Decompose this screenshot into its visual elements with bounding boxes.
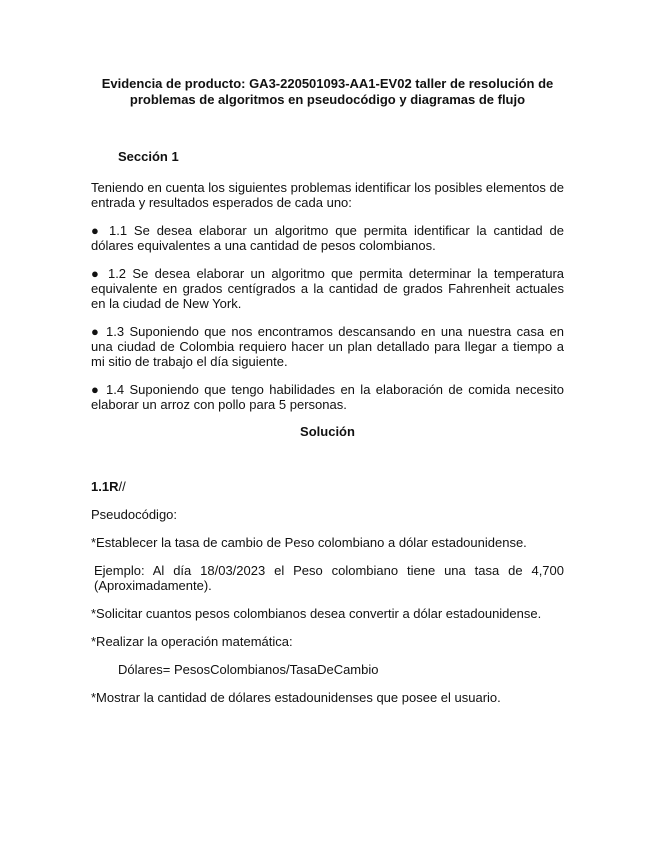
- pseudocode-example: Ejemplo: Al día 18/03/2023 el Peso colombiano tiene una tasa de 4,700 (Aproximadamente).: [94, 563, 564, 593]
- problem-item-1-4: ● 1.4 Suponiendo que tengo habilidades en la elaboración de comida necesito elaborar un arroz con pollo para 5 personas.: [91, 382, 564, 412]
- pseudocode-step-1: *Establecer la tasa de cambio de Peso colombiano a dólar estadounidense.: [91, 535, 527, 550]
- solution-heading: Solución: [300, 424, 355, 439]
- document-page: [91, 76, 564, 705]
- pseudocode-step-2: *Solicitar cuantos pesos colombianos desea convertir a dólar estadounidense.: [91, 606, 542, 621]
- pseudocode-label: Pseudocódigo:: [91, 507, 178, 522]
- answer-label-suffix: //: [118, 479, 126, 494]
- section-heading: Sección 1: [118, 149, 179, 164]
- problem-item-1-3: ● 1.3 Suponiendo que nos encontramos descansando en una nuestra casa en una ciudad de Colombia requiero hacer un plan detallado para llegar a tiempo a mi sitio de trabajo el día siguiente.: [91, 324, 564, 369]
- problem-item-1-1: ● 1.1 Se desea elaborar un algoritmo que permita identificar la cantidad de dólares equivalentes a una cantidad de pesos colombianos.: [91, 223, 564, 253]
- pseudocode-step-3: *Realizar la operación matemática:: [91, 634, 293, 649]
- answer-label: [91, 479, 564, 494]
- document-title-line-2: problemas de algoritmos en pseudocódigo y diagramas de flujo: [129, 92, 526, 107]
- pseudocode-formula: Dólares= PesosColombianos/TasaDeCambio: [118, 662, 379, 677]
- document-title-line-1: Evidencia de producto: GA3-220501093-AA1-EV02 taller de resolución de: [101, 76, 554, 91]
- pseudocode-step-4: *Mostrar la cantidad de dólares estadounidenses que posee el usuario.: [91, 690, 501, 705]
- answer-label-number: 1.1R: [91, 479, 119, 494]
- intro-paragraph: Teniendo en cuenta los siguientes problemas identificar los posibles elementos de entrada y resultados esperados de cada uno:: [91, 180, 564, 210]
- problem-item-1-2: ● 1.2 Se desea elaborar un algoritmo que permita determinar la temperatura equivalente en grados centígrados a la cantidad de grados Fahrenheit actuales en la ciudad de New York.: [91, 266, 564, 311]
